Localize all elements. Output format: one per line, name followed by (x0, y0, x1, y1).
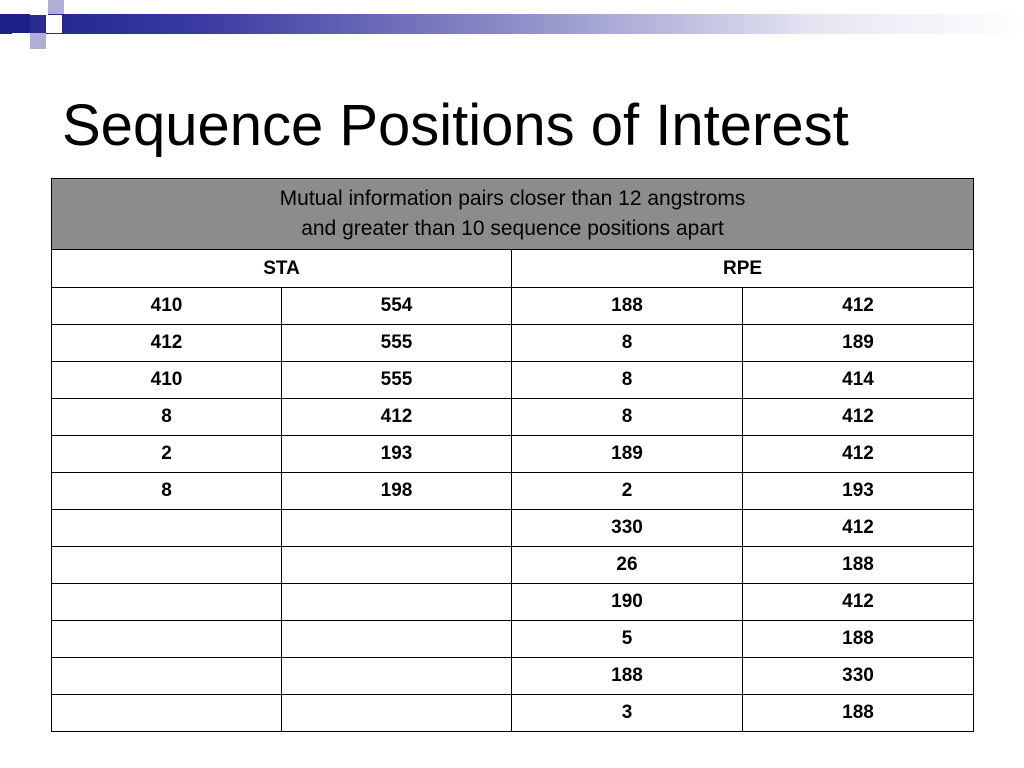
table-cell: 412 (743, 399, 974, 436)
table-cell: 188 (743, 621, 974, 658)
table-cell: 188 (512, 658, 743, 695)
table-body (52, 288, 974, 732)
table-cell: 189 (743, 325, 974, 362)
table-row (52, 621, 974, 658)
table-cell: 555 (282, 325, 512, 362)
table-cell: 412 (743, 510, 974, 547)
table-cell: 8 (512, 325, 743, 362)
table-cell (282, 621, 512, 658)
table-cell: 412 (52, 325, 282, 362)
table-cell: 414 (743, 362, 974, 399)
table-row (52, 399, 974, 436)
table-row (52, 547, 974, 584)
table-caption (52, 179, 974, 250)
table-cell: 8 (52, 399, 282, 436)
table-cell: 188 (743, 547, 974, 584)
table-cell: 555 (282, 362, 512, 399)
table-cell: 412 (743, 436, 974, 473)
table-cell: 410 (52, 362, 282, 399)
table-cell: 26 (512, 547, 743, 584)
table-cell: 190 (512, 584, 743, 621)
table-caption-line2: and greater than 10 sequence positions apart (301, 217, 724, 240)
table-cell: 8 (512, 362, 743, 399)
table-cell: 554 (282, 288, 512, 325)
table-cell (282, 695, 512, 732)
table-row (52, 584, 974, 621)
table-cell (52, 695, 282, 732)
table-cell: 410 (52, 288, 282, 325)
table-row (52, 362, 974, 399)
table-cell (282, 510, 512, 547)
table-row (52, 473, 974, 510)
table-row (52, 436, 974, 473)
table-cell (282, 547, 512, 584)
decorative-square (30, 0, 48, 15)
table-cell: 412 (743, 288, 974, 325)
table-cell (282, 658, 512, 695)
group-header-sta: STA (52, 250, 512, 288)
table-row (52, 510, 974, 547)
table-cell: 198 (282, 473, 512, 510)
table-cell: 5 (512, 621, 743, 658)
table-cell: 2 (512, 473, 743, 510)
slide-title: Sequence Positions of Interest (62, 93, 849, 158)
table-row (52, 658, 974, 695)
table-cell: 412 (743, 584, 974, 621)
sequence-positions-table (51, 178, 974, 732)
decorative-square (12, 15, 30, 33)
table-cell (52, 584, 282, 621)
decorative-square (46, 15, 62, 33)
table-cell: 188 (512, 288, 743, 325)
table-row (52, 288, 974, 325)
table-cell: 193 (282, 436, 512, 473)
table-cell: 189 (512, 436, 743, 473)
table-cell: 188 (743, 695, 974, 732)
table-cell (52, 510, 282, 547)
table-cell: 330 (512, 510, 743, 547)
table-cell (52, 547, 282, 584)
table-row (52, 325, 974, 362)
decorative-square (12, 33, 30, 47)
table-cell: 3 (512, 695, 743, 732)
table-cell (52, 621, 282, 658)
table-cell: 330 (743, 658, 974, 695)
decorative-square (30, 33, 46, 49)
table-caption-line1: Mutual information pairs closer than 12 angstroms (279, 187, 746, 210)
table-cell (282, 584, 512, 621)
table-cell: 8 (52, 473, 282, 510)
decorative-square (30, 15, 46, 33)
table-row (52, 695, 974, 732)
decorative-square (48, 0, 64, 14)
header-gradient-bar (0, 14, 1024, 34)
table-cell: 8 (512, 399, 743, 436)
table-cell: 2 (52, 436, 282, 473)
table-cell: 412 (282, 399, 512, 436)
table-cell (52, 658, 282, 695)
table-cell: 193 (743, 473, 974, 510)
group-header-rpe: RPE (512, 250, 974, 288)
